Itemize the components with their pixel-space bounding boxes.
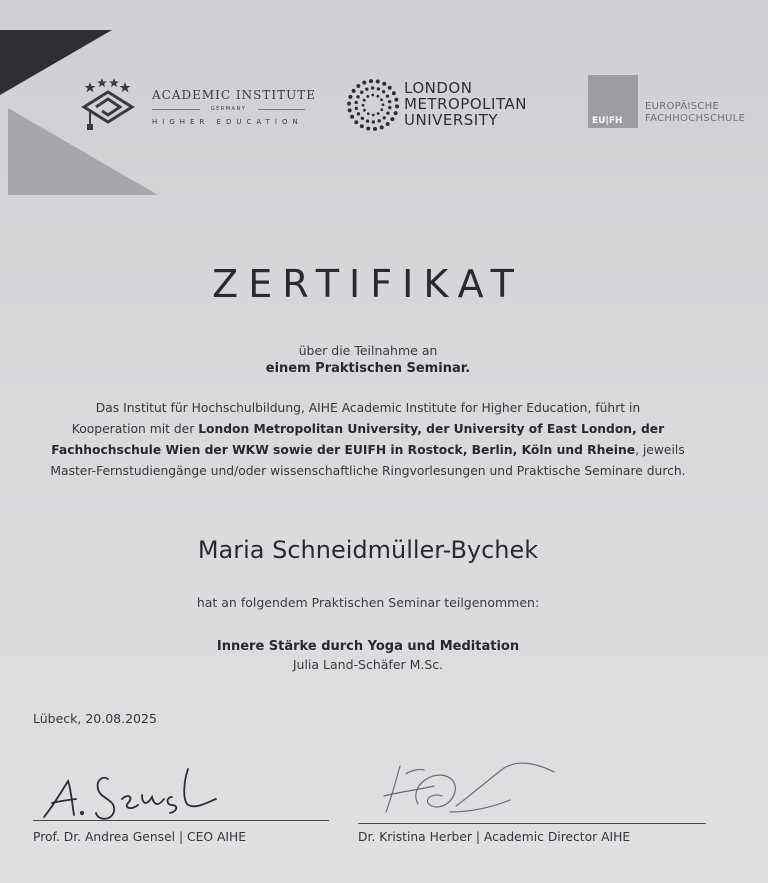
participation-text: hat an folgendem Praktischen Seminar teilgenommen: bbox=[196, 595, 540, 610]
eu-badge bbox=[588, 75, 638, 128]
signature-caption-1: Prof. Dr. Andrea Gensel | CEO AIHE bbox=[33, 830, 247, 844]
paragraph-bold-text: Fachhochschule Wien der WKW sowie der EUIFH in Rostock, Berlin, Köln und Rheine bbox=[51, 443, 636, 457]
paragraph-text: , jeweils bbox=[635, 443, 685, 457]
recipient-name: Maria Schneidmüller-Bychek bbox=[197, 536, 539, 564]
paragraph-bold-text: London Metropolitan University, der University of East London, der bbox=[198, 422, 665, 436]
signature-line bbox=[358, 823, 706, 824]
signature-caption-2: Dr. Kristina Herber | Academic Director AIHE bbox=[358, 830, 631, 844]
dot-ring-emblem-icon bbox=[346, 78, 400, 132]
paragraph-line-3 bbox=[0, 440, 736, 461]
signature-herber bbox=[378, 756, 568, 826]
aihe-logo bbox=[72, 74, 317, 144]
lmu-wordmark bbox=[404, 80, 527, 128]
paragraph-text: Kooperation mit der bbox=[71, 422, 199, 436]
lmu-logo bbox=[346, 78, 556, 138]
graduation-cap-emblem-icon bbox=[72, 74, 144, 134]
aihe-name: ACADEMIC INSTITUTE bbox=[152, 88, 317, 102]
euifh-line-1: EUROPÄISCHE bbox=[645, 101, 720, 112]
euifh-wordmark bbox=[645, 101, 745, 125]
certificate-subtitle-bold: einem Praktischen Seminar. bbox=[265, 361, 471, 376]
certificate-title: ZERTIFIKAT bbox=[212, 262, 524, 306]
paragraph-line-2 bbox=[0, 419, 736, 440]
lmu-line-2: METROPOLITAN bbox=[404, 95, 527, 113]
lmu-line-3: UNIVERSITY bbox=[404, 111, 499, 129]
instructor-name: Julia Land-Schäfer M.Sc. bbox=[292, 657, 444, 672]
institute-paragraph bbox=[0, 398, 736, 482]
paragraph-line-1: Das Institut für Hochschulbildung, AIHE Academic Institute for Higher Education, führt in bbox=[95, 401, 641, 415]
certificate-subtitle: über die Teilnahme an bbox=[298, 343, 438, 358]
aihe-country: GERMANY bbox=[210, 106, 247, 112]
euifh-logo bbox=[588, 75, 768, 130]
lmu-line-1: LONDON bbox=[404, 79, 473, 97]
aihe-tagline: HIGHER EDUCATION bbox=[152, 118, 303, 126]
paragraph-line-4: Master-Fernstudiengänge und/oder wissenschaftliche Ringvorlesungen und Praktische Seminare durch. bbox=[50, 464, 686, 478]
seminar-title: Innere Stärke durch Yoga und Meditation bbox=[216, 639, 520, 654]
eu-badge-text: EU|FH bbox=[592, 116, 623, 126]
place-date: Lübeck, 20.08.2025 bbox=[33, 711, 157, 726]
signature-gensel bbox=[38, 755, 228, 830]
euifh-line-2: FACHHOCHSCHULE bbox=[645, 113, 746, 124]
divider bbox=[258, 109, 305, 110]
signature-line bbox=[33, 820, 329, 821]
